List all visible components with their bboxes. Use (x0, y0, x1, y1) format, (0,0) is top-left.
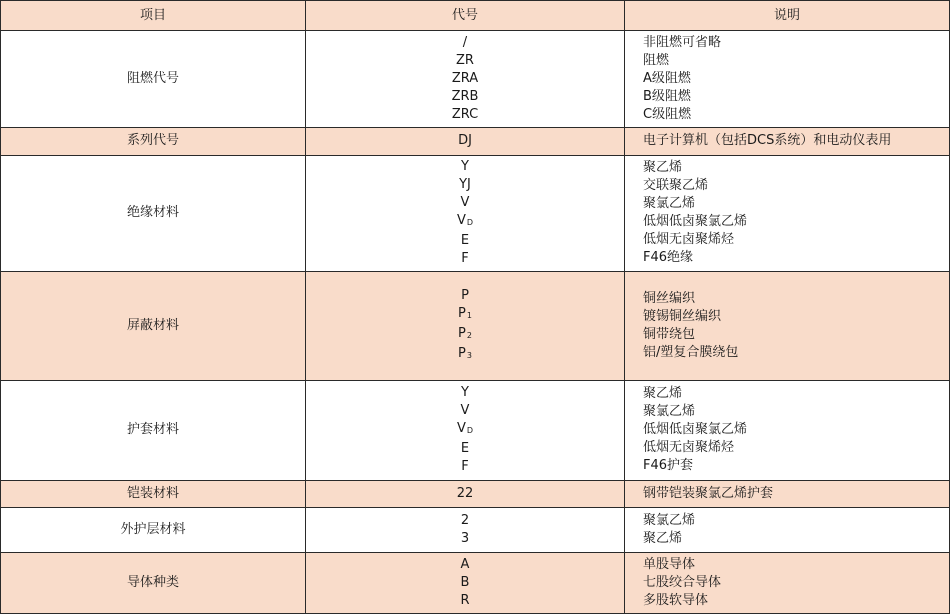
row-codes: A B R (460, 557, 470, 608)
table-header (0, 0, 950, 31)
row-item: 护套材料 (126, 422, 179, 437)
row-item: 阻燃代号 (126, 71, 179, 86)
header-item: 项目 (139, 7, 166, 23)
header-code: 代号 (451, 7, 478, 23)
table-row (0, 507, 950, 552)
table-row (0, 552, 950, 614)
grid-line (305, 0, 306, 614)
grid-line (0, 0, 950, 1)
row-codes: / ZR ZRA ZRB ZRC (451, 35, 479, 122)
row-notes: 聚氯乙烯 聚乙烯 (643, 512, 696, 546)
table-row (0, 480, 950, 507)
row-notes: 单股导体 七股绞合导体 多股软导体 (643, 557, 722, 608)
row-item: 系列代号 (126, 133, 179, 148)
row-item: 外护层材料 (120, 521, 186, 537)
row-codes: 22 (456, 485, 474, 501)
table-row (0, 127, 950, 155)
grid-line (0, 480, 950, 481)
grid-line (0, 552, 950, 553)
row-codes: P P1 P2 P3 (458, 287, 472, 361)
grid-line (0, 271, 950, 272)
row-item: 屏蔽材料 (126, 317, 179, 333)
row-item: 铠装材料 (126, 485, 179, 501)
row-item: 导体种类 (126, 575, 179, 590)
table-row (0, 380, 950, 480)
row-codes: Y V VD E F (456, 385, 474, 474)
row-codes: 2 3 (460, 512, 470, 546)
row-notes: 铜丝编织 镀锡铜丝编织 铜带绕包 铝/塑复合膜绕包 (643, 290, 739, 360)
row-notes: 聚乙烯 交联聚乙烯 聚氯乙烯 低烟低卤聚氯乙烯 低烟无卤聚烯烃 F46绝缘 (643, 160, 748, 265)
grid-line (0, 30, 950, 31)
grid-line (624, 0, 625, 614)
table-row (0, 155, 950, 271)
grid-line (0, 127, 950, 128)
grid-line (0, 155, 950, 156)
row-codes: DJ (458, 133, 472, 148)
row-item: 绝缘材料 (126, 205, 179, 220)
row-codes: Y YJ V VD E F (456, 159, 474, 266)
header-description: 说明 (773, 7, 800, 23)
row-notes: 电子计算机（包括DCS系统）和电动仪表用 (643, 133, 892, 148)
grid-line (0, 0, 1, 614)
grid-line (0, 380, 950, 381)
table-row (0, 271, 950, 380)
row-notes: 聚乙烯 聚氯乙烯 低烟低卤聚氯乙烯 低烟无卤聚烯烃 F46护套 (643, 386, 748, 473)
row-notes: 非阻燃可省略 阻燃 A级阻燃 B级阻燃 C级阻燃 (643, 35, 722, 122)
row-notes: 钢带铠装聚氯乙烯护套 (643, 485, 774, 501)
grid-line (0, 507, 950, 508)
table-row (0, 31, 950, 127)
